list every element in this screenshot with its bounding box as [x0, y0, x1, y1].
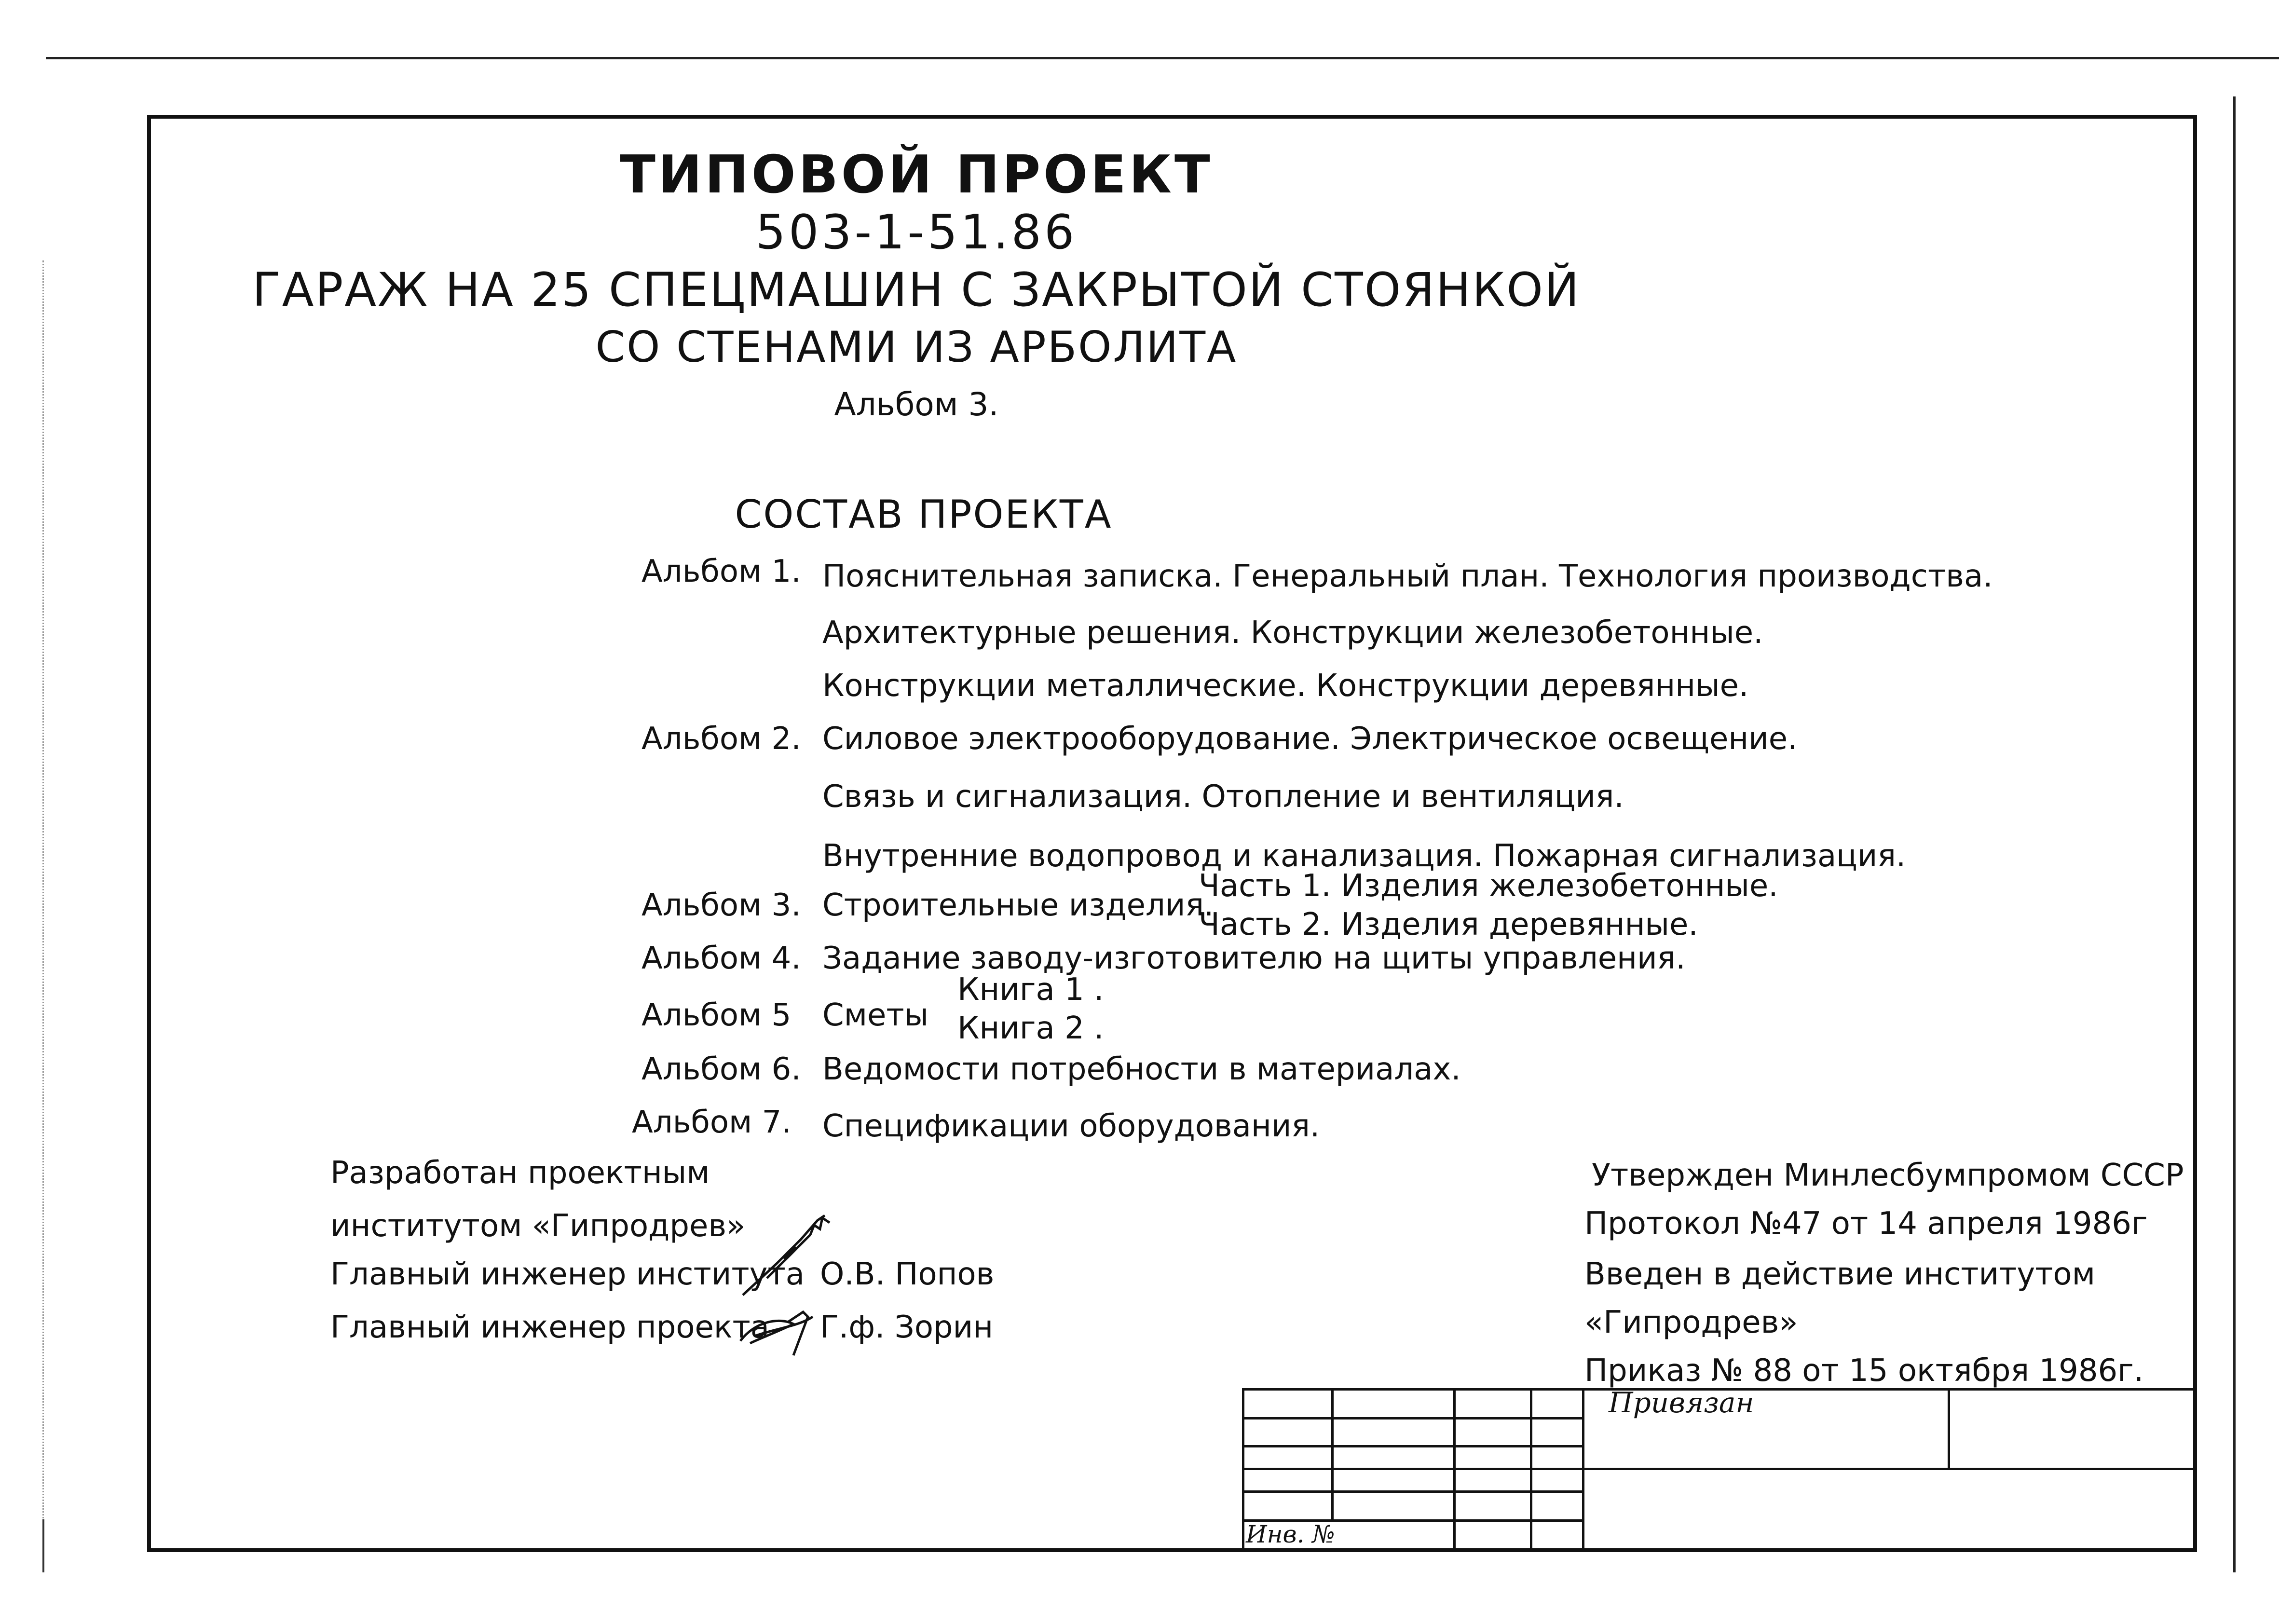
album-6-text: Ведомости потребности в материалах. — [822, 1051, 1461, 1087]
tb-line — [1242, 1490, 1584, 1493]
right-border-line — [2233, 96, 2236, 1572]
album-1-label: Альбом 1. — [641, 554, 801, 589]
album-3-text: Строительные изделия. — [822, 887, 1214, 923]
approval-line2: Протокол №47 от 14 апреля 1986г — [1584, 1206, 2148, 1242]
album-2-label: Альбом 2. — [641, 721, 801, 757]
album-4-text: Задание заводу-изготовителю на щиты управления. — [822, 941, 1686, 976]
approval-line5: Приказ № 88 от 15 октября 1986г. — [1584, 1353, 2144, 1389]
project-title-line1: ГАРАЖ НА 25 СПЕЦМАШИН С ЗАКРЫТОЙ СТОЯНКОЙ — [252, 263, 1581, 317]
album-3-label: Альбом 3. — [641, 887, 801, 923]
album-2-line3: Внутренние водопровод и канализация. Пожарная сигнализация. — [822, 838, 1906, 874]
approval-line4: «Гипродрев» — [1584, 1305, 1798, 1340]
album-5-book1: Книга 1 . — [957, 972, 1104, 1008]
developer-line2: институтом «Гипродрев» — [330, 1208, 746, 1244]
chief-project-label: Главный инженер проекта — [330, 1310, 769, 1345]
album-2-line1: Силовое электрооборудование. Электрическое освещение. — [822, 721, 1798, 757]
album-label: Альбом 3. — [834, 386, 999, 423]
tb-line — [1948, 1388, 1950, 1468]
developer-line1: Разработан проектным — [330, 1155, 710, 1191]
album-2-line2: Связь и сигнализация. Отопление и вентиляция. — [822, 779, 1624, 815]
chief-institute-label: Главный инженер института — [330, 1256, 805, 1292]
album-7-text: Спецификации оборудования. — [822, 1108, 1320, 1144]
tb-line — [1242, 1388, 1244, 1552]
approval-line1: Утвержден Минлесбумпромом СССР — [1592, 1158, 2184, 1193]
album-6-label: Альбом 6. — [641, 1051, 801, 1087]
album-1-line2: Архитектурные решения. Конструкции железобетонные. — [822, 615, 1763, 651]
album-1-line3: Конструкции металлические. Конструкции деревянные. — [822, 668, 1749, 704]
album-3-part2: Часть 2. Изделия деревянные. — [1199, 907, 1698, 942]
tb-line — [1242, 1468, 2197, 1470]
bound-label: Привязан — [1609, 1386, 1754, 1419]
album-5-label: Альбом 5 — [641, 997, 792, 1033]
tb-line — [1530, 1388, 1532, 1552]
approval-line3: Введен в действие институтом — [1584, 1256, 2095, 1292]
left-binding-line — [42, 260, 44, 1563]
doc-type-label: ТИПОВОЙ ПРОЕКТ — [620, 145, 1213, 205]
album-5-book2: Книга 2 . — [957, 1010, 1104, 1046]
album-5-text: Сметы — [822, 997, 929, 1033]
title-block — [1242, 1388, 2197, 1552]
project-title-line2: СО СТЕНАМИ ИЗ АРБОЛИТА — [595, 322, 1238, 372]
tb-line — [1331, 1388, 1334, 1519]
chief-institute-name: О.В. Попов — [820, 1256, 995, 1292]
chief-project-name: Г.ф. Зорин — [820, 1310, 994, 1345]
tb-line — [1242, 1445, 1584, 1447]
album-1-line1: Пояснительная записка. Генеральный план. Технология производства. — [822, 559, 1993, 594]
album-4-label: Альбом 4. — [641, 941, 801, 976]
top-border-line — [46, 57, 2279, 59]
tb-line — [1582, 1388, 1584, 1552]
tb-line — [1453, 1388, 1456, 1552]
tb-line — [1242, 1417, 1584, 1419]
signature-zorin — [736, 1302, 832, 1365]
project-number: 503-1-51.86 — [755, 205, 1078, 260]
composition-heading: СОСТАВ ПРОЕКТА — [735, 492, 1113, 537]
bottom-tick-line — [42, 1519, 44, 1572]
inventory-number-label: Инв. № — [1246, 1520, 1335, 1548]
album-3-part1: Часть 1. Изделия железобетонные. — [1199, 868, 1778, 904]
album-7-label: Альбом 7. — [632, 1105, 792, 1140]
